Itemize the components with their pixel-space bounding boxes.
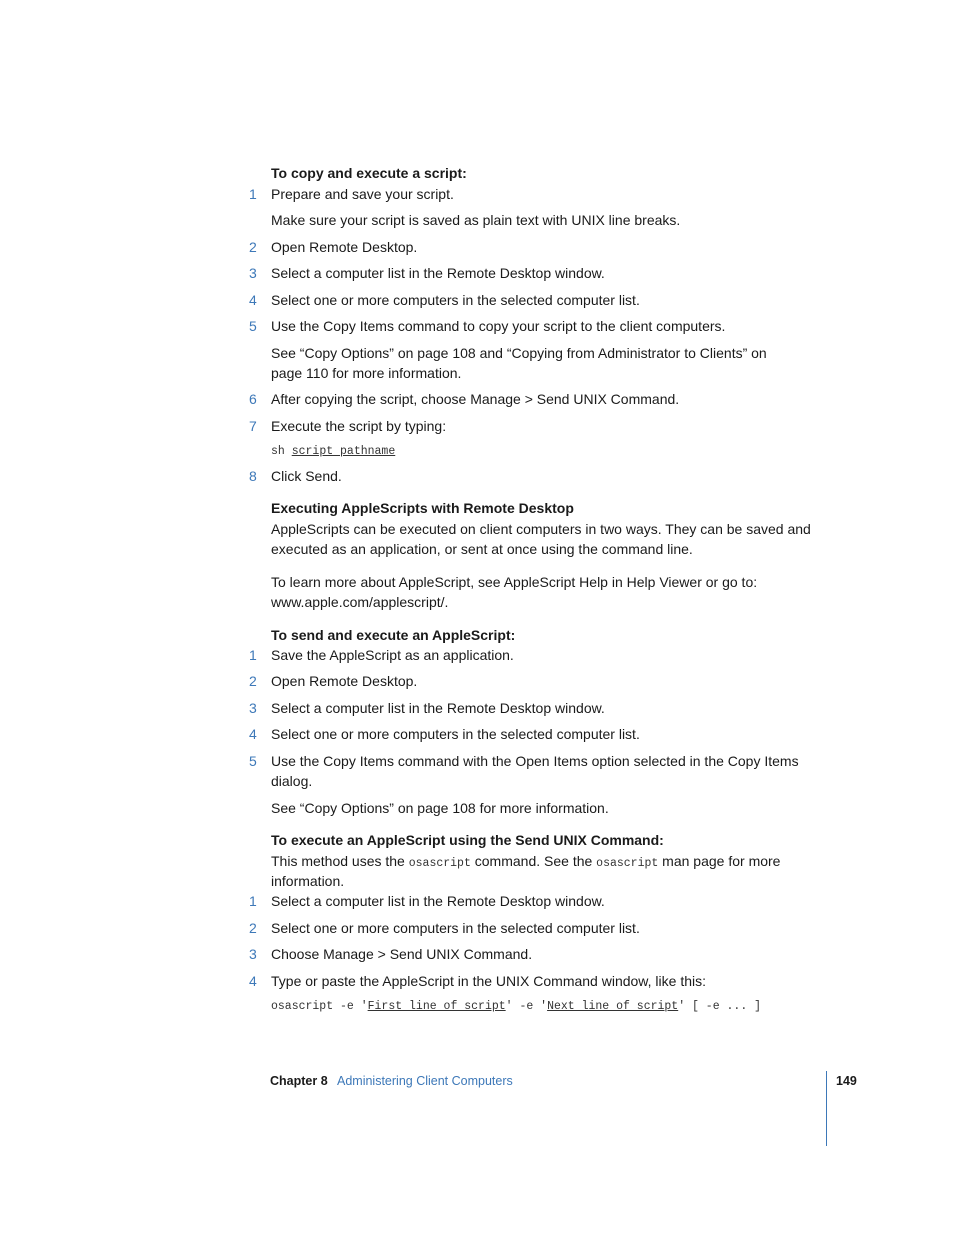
step-text: Select one or more computers in the selected computer list. [271,292,640,308]
step-text: Select a computer list in the Remote Desktop window. [271,893,605,909]
step-text: Use the Copy Items command to copy your script to the client computers. [271,318,726,334]
step-number: 6 [249,391,257,407]
step-number: 5 [249,318,257,334]
step-note: See “Copy Options” on page 108 and “Copying from Administrator to Clients” on [271,345,767,361]
code-line [271,442,395,462]
step-text: Select one or more computers in the selected computer list. [271,726,640,742]
code-argument: Next line of script [547,1000,679,1013]
step-number: 2 [249,239,257,255]
step-text: Open Remote Desktop. [271,673,418,689]
applescript-url: www.apple.com/applescript/. [271,594,449,610]
footer-chapter: Chapter 8 [270,1074,328,1088]
step-number: 1 [249,893,257,909]
heading-send-execute: To send and execute an AppleScript: [271,627,516,643]
code-line [271,997,761,1017]
step-text: Click Send. [271,468,342,484]
code-text: osascript -e ' [271,1000,368,1013]
step-text: Prepare and save your script. [271,186,454,202]
footer-divider [826,1071,827,1146]
step-number: 1 [249,647,257,663]
heading-unix-command: To execute an AppleScript using the Send UNIX Command: [271,832,664,848]
step-text: Select a computer list in the Remote Desktop window. [271,265,605,281]
code-text: ' [ -e ... ] [678,1000,762,1013]
intro-text: man page for more [658,853,781,869]
step-text: Select one or more computers in the selected computer list. [271,920,640,936]
step-text: Select a computer list in the Remote Desktop window. [271,700,605,716]
paragraph-line: To learn more about AppleScript, see AppleScript Help in Help Viewer or go to: [271,574,758,590]
paragraph-line: executed as an application, or sent at once using the command line. [271,541,693,557]
inline-code: osascript [596,857,659,870]
paragraph-line [271,851,780,874]
code-text: ' -e ' [505,1000,548,1013]
step-text: Use the Copy Items command with the Open Items option selected in the Copy Items [271,753,799,769]
step-text: After copying the script, choose Manage > Send UNIX Command. [271,391,680,407]
step-text: Open Remote Desktop. [271,239,418,255]
step-number: 3 [249,265,257,281]
step-number: 8 [249,468,257,484]
step-number: 7 [249,418,257,434]
paragraph-line: information. [271,873,345,889]
inline-code: osascript [408,857,471,870]
heading-applescripts: Executing AppleScripts with Remote Desktop [271,500,574,516]
step-number: 3 [249,946,257,962]
step-number: 2 [249,673,257,689]
intro-text: command. See the [470,853,597,869]
step-number: 5 [249,753,257,769]
step-number: 2 [249,920,257,936]
step-number: 4 [249,292,257,308]
intro-text: This method uses the [271,853,409,869]
footer-chapter-title: Administering Client Computers [337,1074,513,1088]
step-number: 4 [249,726,257,742]
paragraph-line: AppleScripts can be executed on client computers in two ways. They can be saved and [271,521,811,537]
step-note: page 110 for more information. [271,365,462,381]
page-number: 149 [836,1074,857,1088]
heading-copy-execute: To copy and execute a script: [271,165,467,181]
step-text: Choose Manage > Send UNIX Command. [271,946,533,962]
step-note: Make sure your script is saved as plain text with UNIX line breaks. [271,212,681,228]
code-text: sh [271,445,292,458]
step-text: Execute the script by typing: [271,418,447,434]
step-number: 4 [249,973,257,989]
step-text: Save the AppleScript as an application. [271,647,514,663]
code-argument: script pathname [291,445,396,458]
code-argument: First line of script [367,1000,506,1013]
step-number: 1 [249,186,257,202]
step-text: Type or paste the AppleScript in the UNIX Command window, like this: [271,973,706,989]
step-text: dialog. [271,773,313,789]
step-note: See “Copy Options” on page 108 for more information. [271,800,609,816]
step-number: 3 [249,700,257,716]
